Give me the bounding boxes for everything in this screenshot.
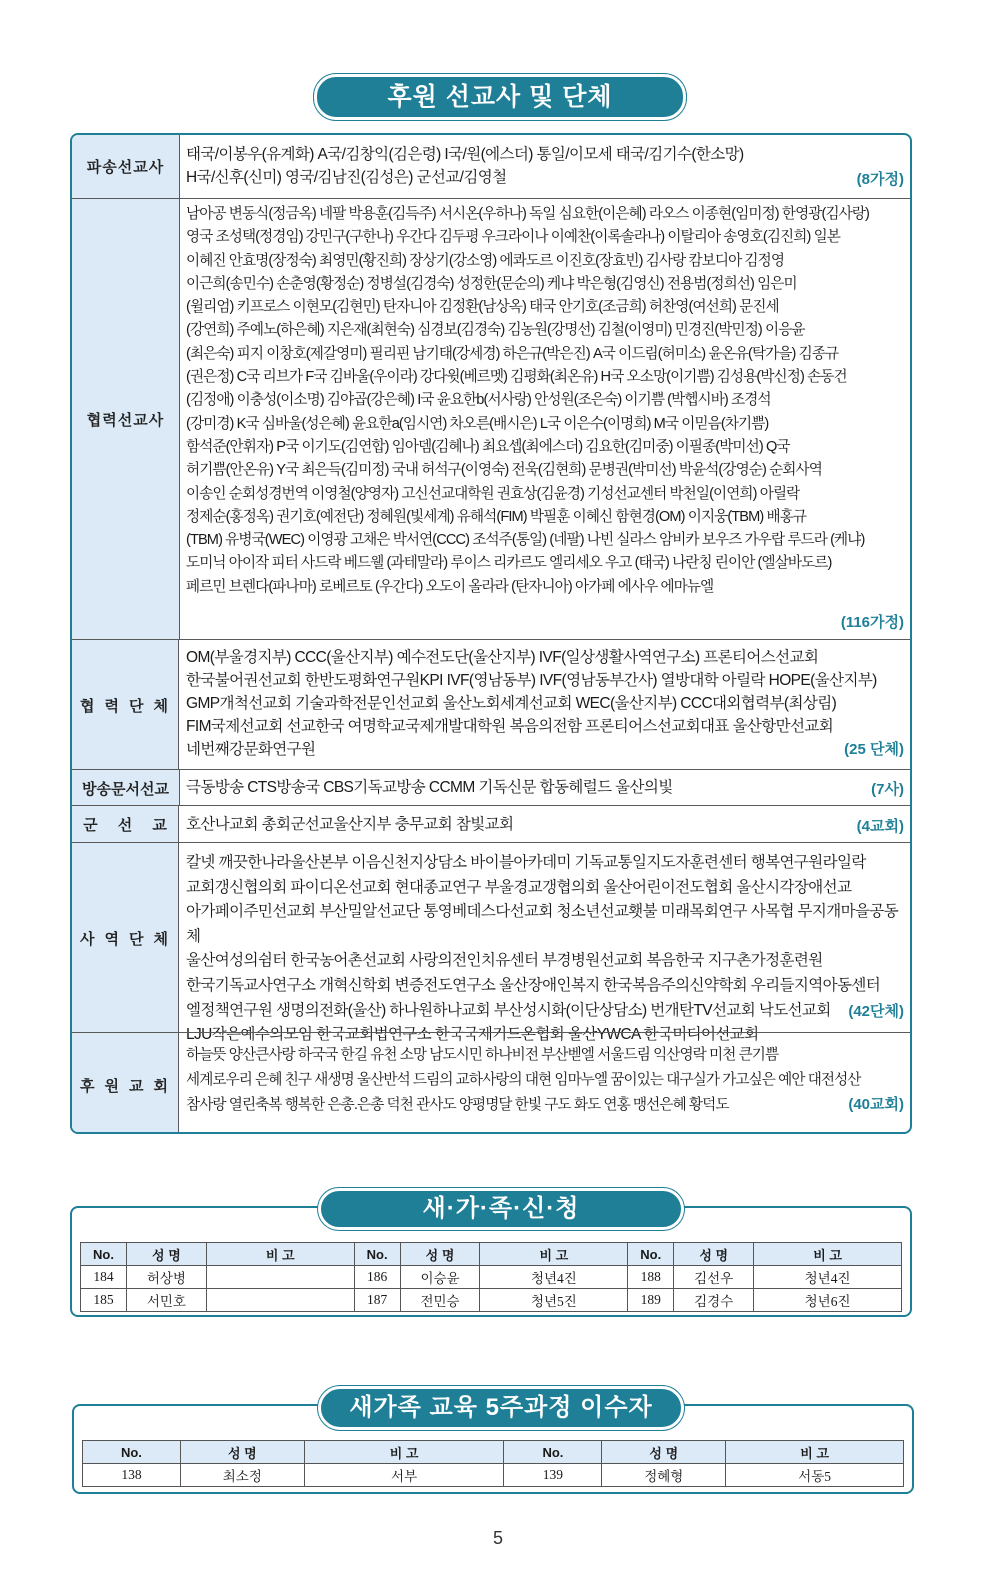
table-row — [81, 1289, 902, 1312]
row-count: (116가정) — [840, 614, 904, 631]
row-count: (7사) — [871, 781, 904, 798]
row-partner-missionaries — [72, 198, 910, 640]
row-label: 방송문서선교 — [72, 770, 180, 806]
page-number: 5 — [492, 1528, 503, 1548]
header-note: 비 고 — [754, 1243, 902, 1266]
content-line: 태국/이봉우(유계화) A국/김창익(김은령) I국/원(에스더) 통일/이모세 태국/김기수(한소망) — [186, 146, 744, 163]
table-row — [81, 1266, 902, 1289]
row-label: 협력단체 — [72, 640, 179, 770]
row-count: (25 단체) — [844, 741, 904, 758]
header-name: 성 명 — [602, 1441, 726, 1464]
cell-name: 허상병 — [126, 1266, 206, 1289]
row-count: (42단체) — [848, 1003, 904, 1020]
cell-note: 서동5 — [726, 1464, 904, 1487]
education-table — [82, 1440, 904, 1487]
cell-no: 186 — [354, 1266, 400, 1289]
content-line: 극동방송 CTS방송국 CBS기독교방송 CCMM 기독신문 합동헤럴드 울산의빛 — [186, 779, 673, 796]
content-line: (강미경) K국 심바울(성은혜) 윤요한a(임시연) 차오른(배시은) L국 이은수(이명희) M국 이믿음(차기쁨) — [186, 415, 769, 432]
row-content — [186, 776, 904, 799]
sponsor-section-title: 후원 선교사 및 단체 — [314, 74, 686, 120]
content-line: GMP개척선교회 기술과학전문인선교회 울산노회세계선교회 WEC(울산지부) CCC대외협력부(최상림) — [186, 695, 837, 712]
cell-note: 청년6진 — [754, 1289, 902, 1312]
content-line: (최은숙) 피지 이창호(제갈영미) 필리핀 남기태(강세경) 하은규(박은진) A국 이드림(허미소) 윤온유(탁가을) 김종규 — [186, 345, 839, 362]
content-line: 칼넷 깨끗한나라울산본부 이음신천지상담소 바이블아카데미 기독교통일지도자훈련센터 행복연구원라일락 — [186, 854, 866, 871]
content-line: 페르민 브렌다(파나마) 로베르토 (우간다) 오도이 올라라 (탄자니아) 아가페 에사우 에마뉴엘 — [186, 578, 714, 595]
cell-note: 청년4진 — [480, 1266, 628, 1289]
content-line: 엘정책연구원 생명의전화(울산) 하나원하나교회 부산성시화(이단상담소) 번개탄TV선교회 낙도선교회 — [186, 1001, 831, 1019]
content-line: 한국불어권선교회 한반도평화연구원KPI IVF(영남동부) IVF(영남동부간사) 열방대학 아릴락 HOPE(울산지부) — [186, 672, 877, 689]
cell-no: 138 — [83, 1464, 181, 1487]
content-line: OM(부울경지부) CCC(울산지부) 예수전도단(울산지부) IVF(일상생활사역연구소) 프론티어스선교회 — [186, 649, 819, 666]
row-partner-organizations — [72, 639, 910, 770]
content-line: 호산나교회 총회군선교울산지부 충무교회 참빛교회 — [186, 816, 514, 833]
content-line: LJU작은예수의모임 한국교회법연구소 한국국제기드온협회 울산YWCA 한국미디어선교회 — [186, 1026, 759, 1044]
content-line: 참사랑 열린축복 행복한 은총.은총 덕천 관사도 양평명달 한빛 구도 화도 연홍 맹선은혜 황덕도 — [186, 1097, 729, 1113]
row-content — [186, 813, 904, 836]
cell-name: 김경수 — [674, 1289, 754, 1312]
content-line: 이근희(송민수) 손춘영(황정순) 정병설(김경숙) 성정한(문순의) 케냐 박은형(김영신) 전용범(정희선) 임은미 — [186, 275, 797, 292]
cell-no: 187 — [354, 1289, 400, 1312]
cell-no: 189 — [628, 1289, 674, 1312]
content-line: 이혜진 안효명(장정숙) 최영민(황진희) 장상기(강소영) 에콰도르 이진호(장효빈) 김사랑 캄보디아 김정영 — [186, 252, 785, 269]
row-label: 협력선교사 — [72, 199, 180, 640]
content-line: (TBM) 유병국(WEC) 이영광 고채은 박서연(CCC) 조석주(통일) (네팔) 나빈 실라스 암비카 보우즈 가우랍 루드라 (케냐) — [186, 532, 865, 549]
row-count: (40교회) — [848, 1096, 904, 1113]
header-note: 비 고 — [480, 1243, 628, 1266]
row-supporting-churches — [72, 1032, 910, 1134]
content-line: FIM국제선교회 선교한국 여명학교국제개발대학원 복음의전함 프론티어스선교회대표 울산항만선교회 — [186, 718, 834, 735]
content-line: 한국기독교사연구소 개혁신학회 변증전도연구소 울산장애인복지 한국복음주의신약학회 우리들지역아동센터 — [186, 976, 881, 994]
header-no: No. — [354, 1243, 400, 1266]
content-line: 하늘뜻 양산큰사랑 하국국 한길 유천 소망 남도시민 하나비전 부산벧엘 서울드림 익산영락 미천 큰기쁨 — [186, 1047, 779, 1063]
content-line: (김정애) 이충성(이소명) 김야곱(강은혜) I국 윤요한b(서사랑) 안성원(조은숙) 이기쁨 (박헵시바) 조경석 — [186, 392, 771, 409]
row-content — [186, 851, 904, 1048]
row-count: (4교회) — [856, 818, 904, 835]
cell-no: 184 — [81, 1266, 127, 1289]
header-no: No. — [504, 1441, 602, 1464]
content-line: (윌리엄) 키프로스 이현모(김현민) 탄자니아 김정환(남상옥) 태국 안기호(조금희) 허찬영(여선희) 문진세 — [186, 299, 779, 316]
cell-name: 김선우 — [674, 1266, 754, 1289]
row-ministry-organizations — [72, 842, 910, 1044]
header-note: 비 고 — [304, 1441, 504, 1464]
row-content — [186, 203, 904, 599]
content-line: 남아공 변동식(정금옥) 네팔 박용훈(김득주) 서시온(우하나) 독일 심요한(이은혜) 라오스 이종현(임미정) 한영광(김사랑) — [186, 206, 870, 222]
cell-note: 서부 — [304, 1464, 504, 1487]
row-count: (8가정) — [856, 171, 904, 188]
content-line: 교회갱신협의회 파이디온선교회 현대종교연구 부울경교갱협의회 울산어린이전도협회 울산시각장애선교 — [186, 878, 852, 896]
content-line: 도미닉 아이작 피터 사드락 베드웰 (과테말라) 루이스 리카르도 엘리세오 우고 (태국) 나란칭 린이안 (엘살바도르) — [186, 555, 832, 572]
header-no: No. — [83, 1441, 181, 1464]
table-row — [83, 1464, 904, 1487]
cell-note: 청년5진 — [480, 1289, 628, 1312]
sponsor-table — [70, 133, 912, 1134]
header-name: 성 명 — [400, 1243, 480, 1266]
cell-note — [206, 1266, 354, 1289]
content-line: 이송인 순회성경번역 이영철(양영자) 고신선교대학원 권효상(김윤경) 기성선교센터 박천일(이연희) 아릴락 — [186, 485, 800, 502]
header-name: 성 명 — [126, 1243, 206, 1266]
row-label: 사역단체 — [72, 843, 179, 1033]
row-label: 파송선교사 — [72, 135, 180, 198]
content-line: 세계로우리 은혜 친구 새생명 울산반석 드림의 교하사랑의 대현 임마누엘 꿈이있는 대구실가 가고싶은 예안 대전성산 — [186, 1072, 861, 1088]
cell-name: 최소정 — [180, 1464, 304, 1487]
content-line: 영국 조성택(정경임) 강민구(구한나) 우간다 김두평 우크라이나 이예찬(이록솔라나) 이탈리아 송영호(김진희) 일본 — [186, 229, 840, 246]
header-note: 비 고 — [206, 1243, 354, 1266]
new-family-table — [80, 1242, 902, 1312]
new-family-title: 새·가·족·신·청 — [318, 1188, 684, 1230]
header-name: 성 명 — [674, 1243, 754, 1266]
row-label: 군 선 교 — [72, 806, 179, 843]
cell-name: 전민승 — [400, 1289, 480, 1312]
education-title: 새가족 교육 5주과정 이수자 — [318, 1386, 684, 1430]
content-line: 정제순(홍정옥) 권기호(예전단) 정혜원(빛세계) 유해석(FIM) 박필훈 이혜신 함현경(OM) 이지웅(TBM) 배홍규 — [186, 508, 807, 525]
content-line: 네번째강문화연구원 — [186, 741, 316, 758]
row-military-mission — [72, 805, 910, 843]
row-sent-missionaries — [72, 135, 910, 198]
content-line: 울산여성의쉼터 한국농어촌선교회 사랑의전인치유센터 부경병원선교회 복음한국 지구촌가정훈련원 — [186, 952, 823, 970]
content-line: 함석준(안휘자) P국 이기도(김연합) 임아뎀(김혜나) 최요셉(최에스더) 김요한(김미중) 이필종(박미선) Q국 — [186, 438, 790, 455]
content-line: H국/신후(신미) 영국/김남진(김성은) 군선교/김영철 — [186, 169, 507, 186]
table-header-row — [83, 1441, 904, 1464]
cell-no: 185 — [81, 1289, 127, 1312]
content-line: (권은정) C국 리브가 F국 김바울(우이라) 강다윗(베르멧) 김평화(최온유) H국 오소망(이기쁨) 김성용(박신정) 손동건 — [186, 369, 847, 386]
row-broadcast-mission — [72, 769, 910, 806]
row-content — [186, 143, 904, 189]
row-content — [186, 1043, 904, 1118]
cell-no: 139 — [504, 1464, 602, 1487]
row-content — [186, 646, 904, 761]
cell-note — [206, 1289, 354, 1312]
content-line: 아가페이주민선교회 부산밀알선교단 통영베데스다선교회 청소년선교횃불 미래목회연구 사목협 무지개마을공동체 — [186, 903, 899, 945]
cell-name: 서민호 — [126, 1289, 206, 1312]
table-header-row — [81, 1243, 902, 1266]
cell-no: 188 — [628, 1266, 674, 1289]
header-note: 비 고 — [726, 1441, 904, 1464]
header-name: 성 명 — [180, 1441, 304, 1464]
cell-note: 청년4진 — [754, 1266, 902, 1289]
cell-name: 정혜형 — [602, 1464, 726, 1487]
row-label: 후원교회 — [72, 1033, 179, 1134]
content-line: 허기쁨(안온유) Y국 최은득(김미정) 국내 허석구(이영숙) 전욱(김현희) 문병권(박미선) 박윤석(강영순) 순회사역 — [186, 462, 822, 479]
header-no: No. — [81, 1243, 127, 1266]
header-no: No. — [628, 1243, 674, 1266]
content-line: (강연희) 주예노(하은혜) 지은재(최현숙) 심경보(김경숙) 김농원(강명선) 김철(이영미) 민경진(박민정) 이응윤 — [186, 322, 805, 339]
cell-name: 이승윤 — [400, 1266, 480, 1289]
